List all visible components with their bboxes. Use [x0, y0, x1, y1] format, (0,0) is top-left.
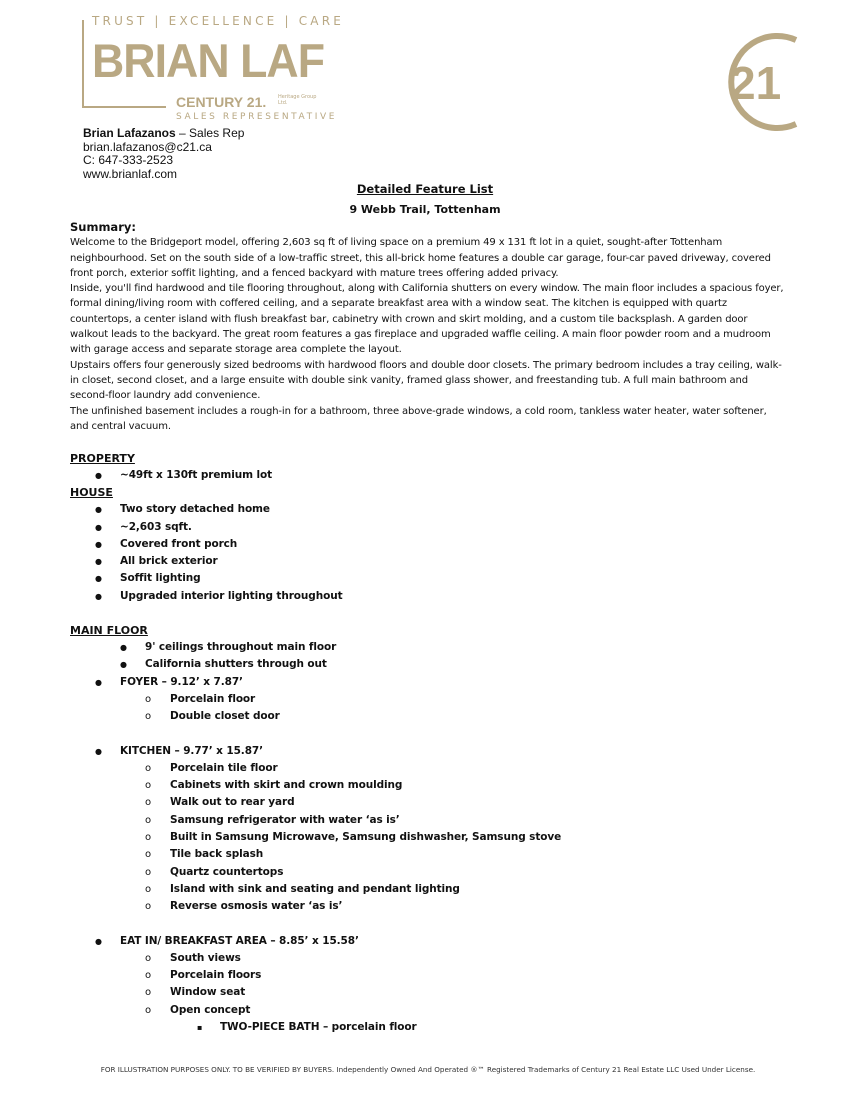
summary-paragraph: Welcome to the Bridgeport model, offering 2,603 sq ft of living space on a premium 49 x 131 ft lot in a quiet, sought-after Tottenham neighbourhood. Set on the south side of a low-traffic street, this all-brick home features a double car garage, four-car paved driveway, covered front porch, exterior soffit lighting, and a fenced backyard with mature trees offering added privacy.: [70, 237, 771, 279]
list-item-text: Island with sink and seating and pendant lighting: [170, 882, 460, 895]
contact-website[interactable]: www.brianlaf.com: [83, 166, 178, 181]
list-item-text: Upgraded interior lighting throughout: [120, 589, 343, 602]
list-item: [70, 898, 786, 915]
brand-role: SALES REPRESENTATIVE: [176, 112, 338, 122]
logo-divider-horizontal: [82, 106, 166, 108]
square-bullet-icon: ▪: [197, 1023, 203, 1033]
contact-email[interactable]: brian.lafazanos@c21.ca: [83, 139, 212, 154]
brand-company: CENTURY 21.: [176, 94, 267, 110]
circle-bullet-icon: o: [145, 797, 152, 809]
room-heading-text: FOYER – 9.12’ x 7.87’: [120, 675, 243, 688]
list-item-text: Two story detached home: [120, 503, 270, 516]
list-item-text: Reverse osmosis water ‘as is’: [170, 900, 343, 913]
feature-list: [70, 450, 786, 1036]
list-item: [70, 501, 786, 518]
list-item: [70, 864, 786, 881]
circle-bullet-icon: o: [145, 693, 152, 705]
list-item: [70, 691, 786, 708]
bullet-icon: ●: [95, 746, 102, 756]
bullet-icon: ●: [95, 936, 102, 946]
list-item-text: Window seat: [170, 986, 246, 999]
seal-number: 21: [730, 57, 782, 109]
room-heading-eat-in: [70, 933, 786, 950]
list-item: [70, 760, 786, 777]
circle-bullet-icon: o: [145, 866, 152, 878]
list-item: [70, 984, 786, 1001]
contact-phone: C: 647-333-2523: [83, 153, 174, 167]
section-heading-house: HOUSE: [70, 486, 113, 500]
circle-bullet-icon: o: [145, 814, 152, 826]
bullet-icon: ●: [95, 539, 102, 549]
list-item-text: All brick exterior: [120, 555, 218, 568]
brand-name: BRIAN LAF: [92, 34, 325, 87]
list-item-text: Porcelain floors: [170, 969, 262, 982]
bullet-icon: ●: [95, 574, 102, 584]
circle-bullet-icon: o: [145, 1004, 152, 1016]
list-item: [70, 777, 786, 794]
summary-section: [70, 220, 786, 434]
footer-disclaimer: FOR ILLUSTRATION PURPOSES ONLY. TO BE VERIFIED BY BUYERS. Independently Owned And Operated ®™ Registered Trademarks of Century 21 Real Estate LLC Used Under License.: [100, 1065, 756, 1074]
circle-bullet-icon: o: [145, 849, 152, 861]
summary-label: Summary:: [70, 220, 136, 234]
list-item-text: Quartz countertops: [170, 865, 284, 878]
bullet-icon: ●: [95, 471, 102, 480]
circle-bullet-icon: o: [145, 832, 152, 844]
logo-divider-vertical: [82, 20, 84, 106]
circle-bullet-icon: o: [145, 952, 152, 964]
list-item-text: Covered front porch: [120, 537, 238, 550]
list-item: [70, 656, 786, 673]
list-item: [70, 846, 786, 863]
room-heading-kitchen: [70, 743, 786, 760]
list-item-text: Porcelain tile floor: [170, 761, 278, 774]
list-item: [70, 570, 786, 587]
list-item-text: TWO-PIECE BATH – porcelain floor: [220, 1021, 417, 1034]
bullet-icon: ●: [95, 522, 102, 532]
summary-paragraph: The unfinished basement includes a rough-in for a bathroom, three above-grade windows, a cold room, tankless water heater, water softener, and central vacuum.: [70, 405, 767, 432]
list-item-text: Tile back splash: [170, 848, 264, 861]
bullet-icon: ●: [95, 677, 102, 687]
list-item-text: Open concept: [170, 1003, 251, 1016]
century21-seal-icon: [708, 26, 808, 138]
summary-paragraph: Inside, you'll find hardwood and tile flooring throughout, along with California shutters on every window. The main floor includes a spacious foyer, formal dining/living room with coffered ceiling, and a separate breakfast area with a window seat. The kitchen is equipped with quartz countertops, a center island with flush breakfast bar, cabinetry with crown and skirt molding, and a custom tile backsplash. A garden door walkout leads to the backyard. The great room features a gas fireplace and upgraded waffle ceiling. A main floor powder room and a mudroom with garage access and separate storage area complete the layout.: [70, 283, 784, 356]
list-item: [70, 881, 786, 898]
list-item: [70, 588, 786, 605]
list-item-text: ~2,603 sqft.: [120, 520, 192, 533]
document-title: Detailed Feature List: [356, 182, 494, 196]
brand-logo: [80, 14, 345, 122]
list-item-text: ~49ft x 130ft premium lot: [120, 469, 273, 481]
brand-tagline: TRUST | EXCELLENCE | CARE: [92, 14, 345, 28]
list-item: [70, 536, 786, 553]
room-heading-foyer: [70, 674, 786, 691]
bullet-icon: ●: [95, 505, 102, 515]
section-heading-main-floor: MAIN FLOOR: [70, 624, 148, 638]
list-item-text: 9' ceilings throughout main floor: [145, 641, 337, 654]
list-item-text: Built in Samsung Microwave, Samsung dishwasher, Samsung stove: [170, 831, 562, 844]
summary-paragraph: Upstairs offers four generously sized bedrooms with hardwood floors and double door closets. The primary bedroom includes a tray ceiling, walk-in closet, second closet, and a large ensuite with double sink vanity, framed glass shower, and freestanding tub. A full main bathroom and second-floor laundry add convenience.: [70, 359, 782, 402]
list-item-text: Double closet door: [170, 710, 280, 723]
list-item-text: Soffit lighting: [120, 572, 201, 585]
room-heading-text: KITCHEN – 9.77’ x 15.87’: [120, 744, 264, 757]
bullet-icon: ●: [95, 557, 102, 567]
list-item-text: Cabinets with skirt and crown moulding: [170, 779, 403, 792]
list-item: [70, 829, 786, 846]
circle-bullet-icon: o: [145, 711, 152, 723]
list-item: [70, 950, 786, 967]
contact-block: [83, 127, 244, 181]
contact-title: – Sales Rep: [175, 126, 245, 140]
list-item: [70, 812, 786, 829]
property-address: 9 Webb Trail, Tottenham: [349, 203, 501, 216]
list-item-text: Porcelain floor: [170, 692, 256, 705]
contact-name-row: [83, 127, 244, 141]
list-item-text: Walk out to rear yard: [170, 796, 295, 809]
circle-bullet-icon: o: [145, 987, 152, 999]
list-item-text: California shutters through out: [145, 658, 327, 671]
bullet-icon: ●: [95, 591, 102, 601]
list-item: [70, 1019, 786, 1036]
list-item: [70, 967, 786, 984]
bullet-icon: ●: [120, 660, 127, 670]
circle-bullet-icon: o: [145, 970, 152, 982]
list-item: [70, 1002, 786, 1019]
brand-company-sub: Heritage Group Ltd.: [278, 94, 317, 106]
list-item: [70, 639, 786, 656]
list-item: [70, 553, 786, 570]
circle-bullet-icon: o: [145, 780, 152, 792]
list-item: [70, 519, 786, 536]
circle-bullet-icon: o: [145, 901, 152, 913]
bullet-icon: ●: [120, 643, 127, 653]
list-item-text: South views: [170, 951, 241, 964]
contact-name: Brian Lafazanos: [83, 126, 176, 140]
list-item: [70, 708, 786, 725]
circle-bullet-icon: o: [145, 883, 152, 895]
list-item: [70, 467, 786, 484]
circle-bullet-icon: o: [145, 762, 152, 774]
section-heading-property: PROPERTY: [70, 452, 135, 465]
list-item: [70, 794, 786, 811]
room-heading-text: EAT IN/ BREAKFAST AREA – 8.85’ x 15.58’: [120, 934, 359, 947]
list-item-text: Samsung refrigerator with water ‘as is’: [170, 813, 400, 826]
